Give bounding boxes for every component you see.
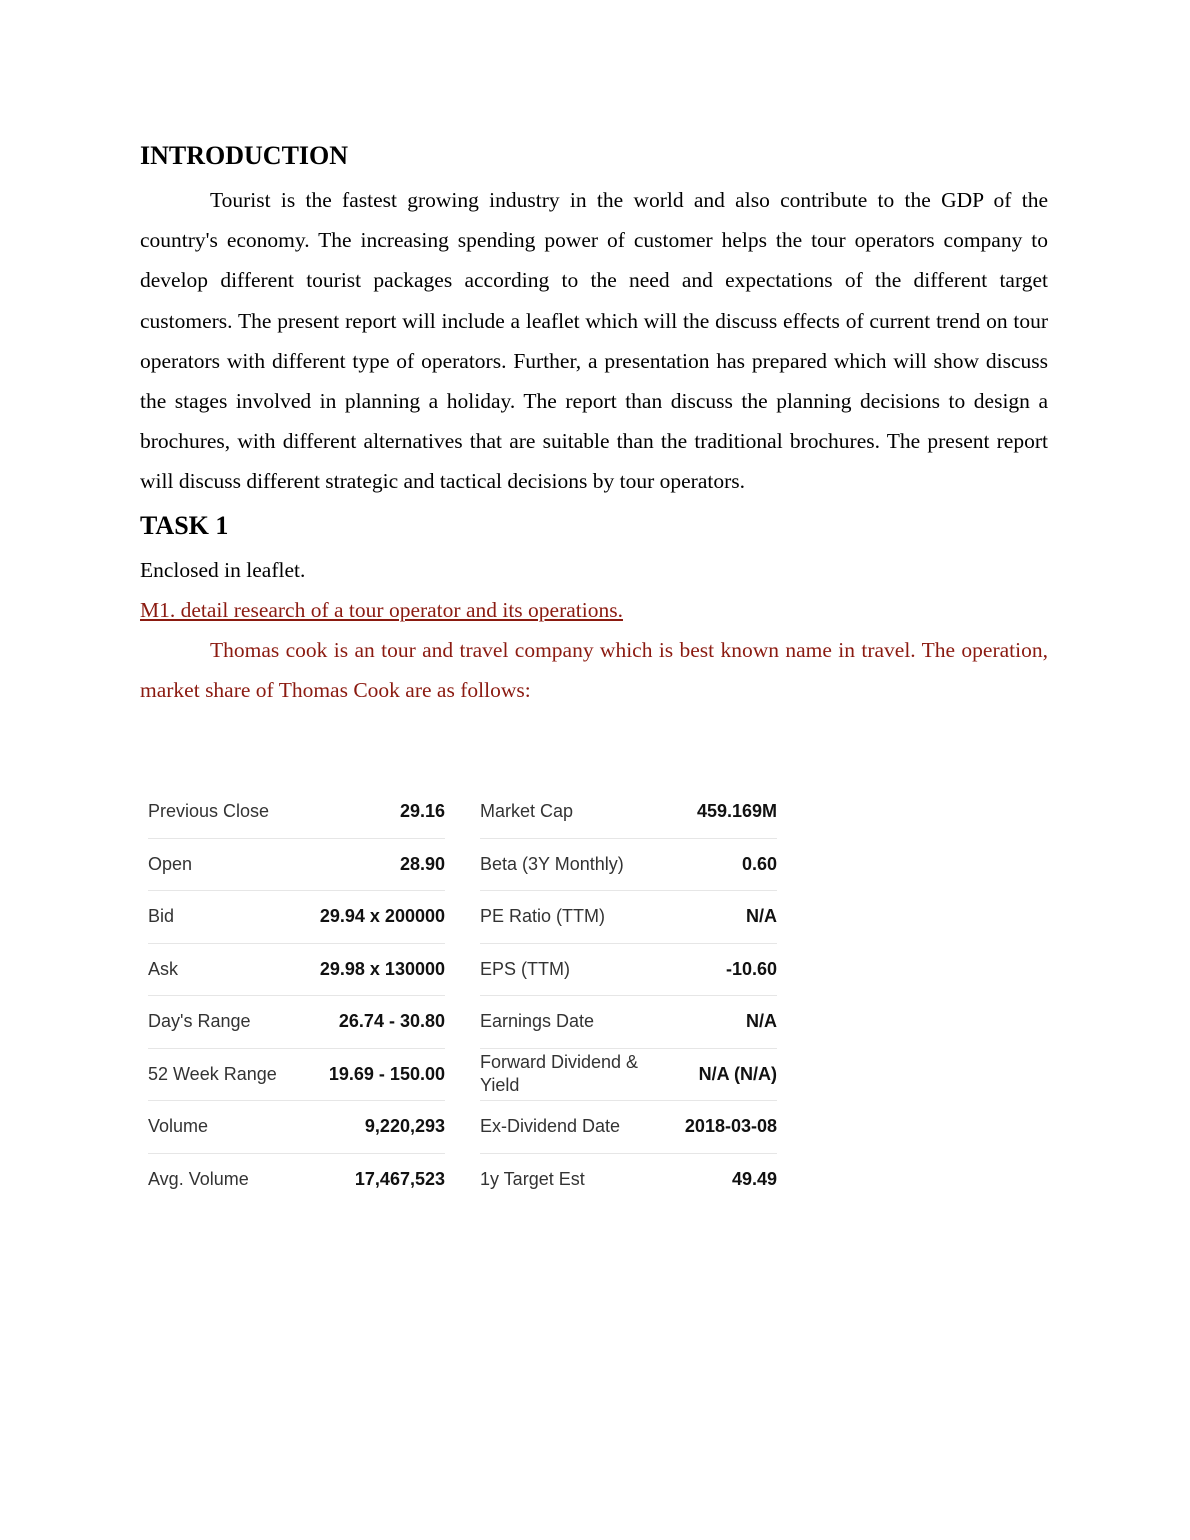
stat-row — [480, 786, 777, 839]
introduction-paragraph: Tourist is the fastest growing industry in the world and also contribute to the GDP of the country's economy. The increasing spending power of customer helps the tour operators company to develop different tourist packages according to the need and expectations of the different target customers. The present report will include a leaflet which will the discuss effects of current trend on tour operators with different type of operators. Further, a presentation has prepared which will show discuss the stages involved in planning a holiday. The report than discuss the planning decisions to design a brochures, with different alternatives that are suitable than the traditional brochures. The present report will discuss different strategic and tactical decisions by tour operators. — [140, 188, 1048, 494]
stat-label: Bid — [148, 906, 175, 927]
stat-label: Volume — [148, 1116, 209, 1137]
stat-value: N/A — [746, 906, 777, 927]
stat-value: 29.16 — [399, 801, 445, 822]
stat-value: 459.169M — [696, 801, 777, 822]
stat-value: N/A (N/A) — [698, 1063, 777, 1084]
stat-label: Open — [148, 853, 193, 874]
stat-row — [148, 786, 445, 839]
stat-value: 9,220,293 — [364, 1116, 445, 1137]
stat-row — [480, 891, 777, 944]
stat-value: 2018-03-08 — [684, 1116, 777, 1137]
stat-label: Market Cap — [480, 801, 574, 822]
stat-label: Beta (3Y Monthly) — [480, 853, 624, 874]
stat-value: 17,467,523 — [354, 1169, 445, 1190]
stat-label: 1y Target Est — [480, 1169, 585, 1190]
m1-title: M1. detail research of a tour operator and its operations. — [140, 597, 623, 622]
m1-paragraph: Thomas cook is an tour and travel company which is best known name in travel. The operation, market share of Thomas Cook are as follows: — [140, 637, 1048, 702]
stat-row — [480, 944, 777, 997]
stat-row — [480, 1154, 777, 1207]
stat-label: Day's Range — [148, 1011, 251, 1032]
task1-heading: TASK 1 — [140, 510, 229, 540]
stat-label: 52 Week Range — [148, 1063, 277, 1084]
stat-label: Earnings Date — [480, 1011, 595, 1032]
stat-label: Ex-Dividend Date — [480, 1116, 621, 1137]
stat-label: EPS (TTM) — [480, 958, 570, 979]
stat-value: 26.74 - 30.80 — [338, 1011, 445, 1032]
stats-right-column — [480, 786, 777, 1206]
stat-label: Previous Close — [148, 801, 270, 822]
stat-value: N/A — [746, 1011, 777, 1032]
stat-value: 29.98 x 130000 — [319, 958, 445, 979]
stat-label: Ask — [148, 958, 179, 979]
stat-row — [480, 839, 777, 892]
stat-value: 28.90 — [399, 853, 445, 874]
stat-value: -10.60 — [725, 958, 777, 979]
stat-row — [148, 839, 445, 892]
stat-value: 0.60 — [741, 853, 777, 874]
stat-row — [148, 1101, 445, 1154]
stat-label: Forward Dividend & Yield — [480, 1052, 639, 1096]
stat-row — [480, 1049, 777, 1102]
stat-row — [148, 1049, 445, 1102]
stat-row — [148, 996, 445, 1049]
stat-row — [148, 891, 445, 944]
stat-row — [148, 1154, 445, 1207]
introduction-heading: INTRODUCTION — [140, 141, 349, 170]
stat-row — [148, 944, 445, 997]
stat-value: 49.49 — [731, 1169, 777, 1190]
enclosed-note: Enclosed in leaflet. — [140, 557, 306, 582]
stat-row — [480, 1101, 777, 1154]
stat-value: 19.69 - 150.00 — [328, 1063, 445, 1084]
stat-label: PE Ratio (TTM) — [480, 906, 606, 927]
stats-left-column — [148, 786, 445, 1206]
stat-value: 29.94 x 200000 — [319, 906, 445, 927]
document-body — [140, 138, 1048, 710]
stat-label: Avg. Volume — [148, 1169, 249, 1190]
stat-row — [480, 996, 777, 1049]
